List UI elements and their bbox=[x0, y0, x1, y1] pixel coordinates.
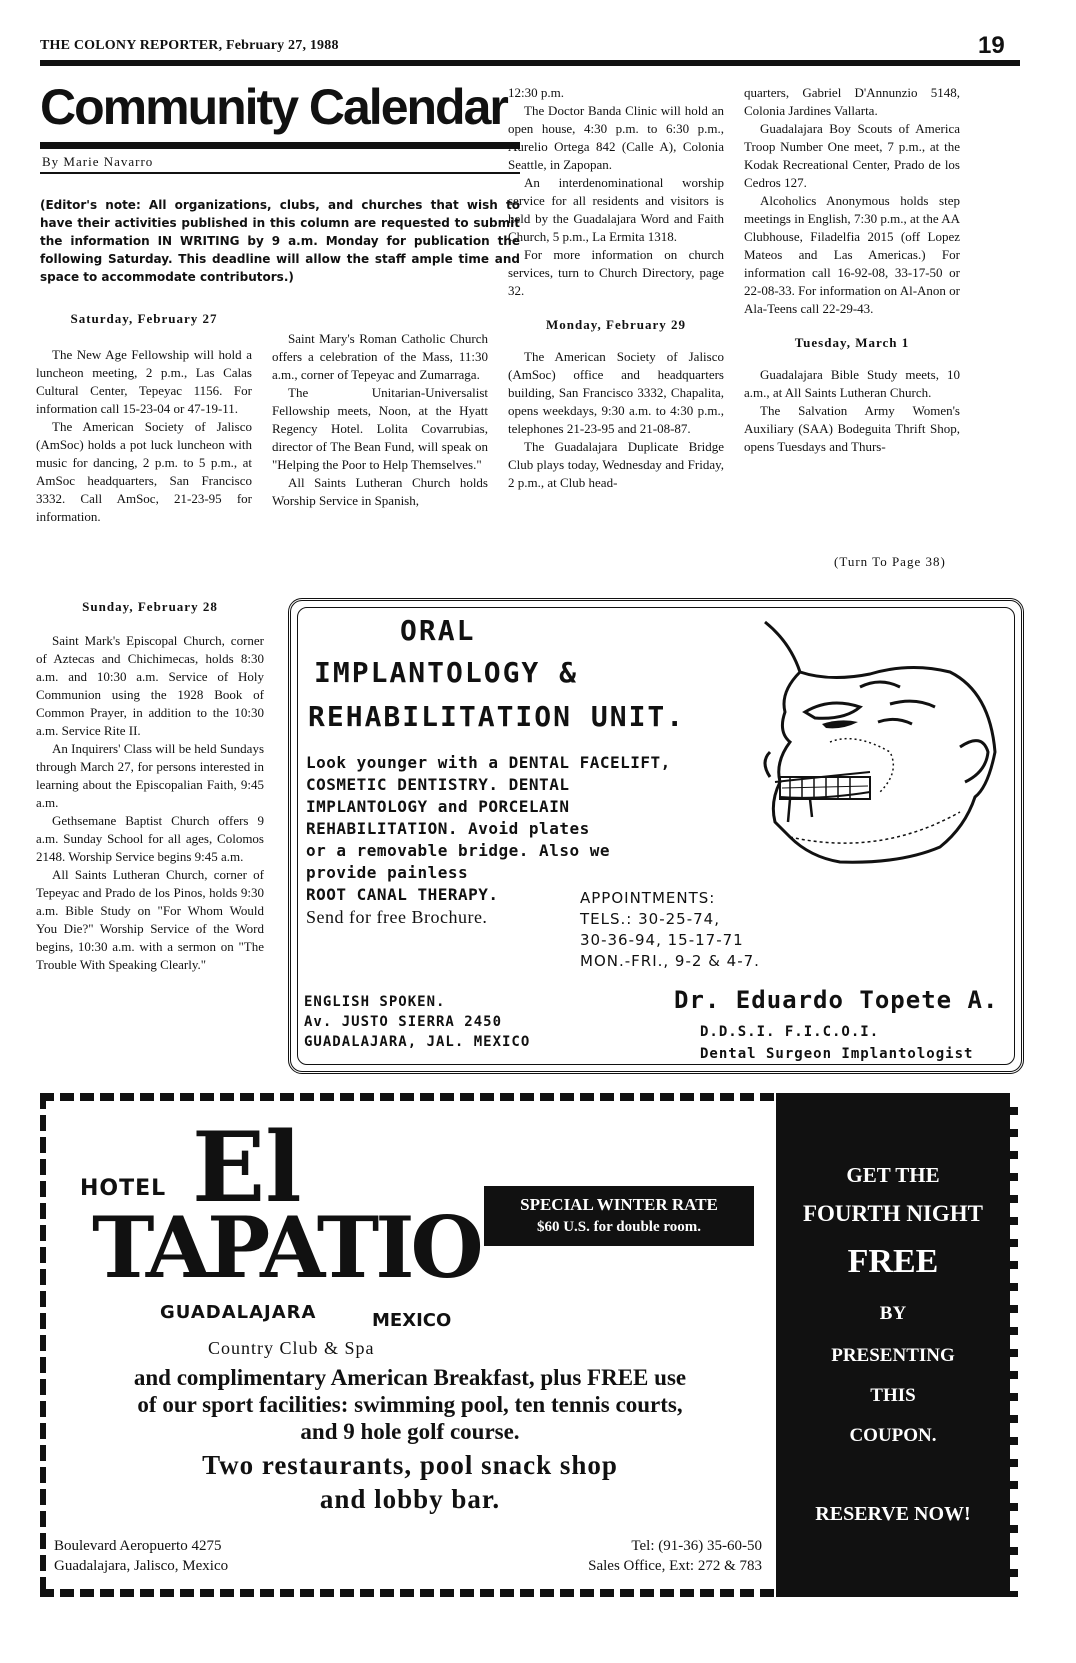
ad-body-line: or a removable bridge. Also we bbox=[306, 841, 610, 860]
address-line: ENGLISH SPOKEN. bbox=[304, 994, 446, 1010]
masthead: THE COLONY REPORTER, February 27, 1988 bbox=[40, 38, 339, 53]
hotel-ad-border-left bbox=[40, 1093, 46, 1597]
column-3 bbox=[508, 84, 724, 492]
event-item: Guadalajara Bible Study meets, 10 a.m., at All Saints Lutheran Church. bbox=[744, 367, 960, 400]
hotel-subtitle: Country Club & Spa bbox=[208, 1338, 375, 1358]
ad-address bbox=[304, 992, 530, 1052]
hotel-phone bbox=[540, 1536, 762, 1576]
coupon-line: THIS bbox=[870, 1385, 916, 1406]
event-item: The American Society of Jalisco (AmSoc) holds a pot luck luncheon with music for dancing, 2 p.m. to 5 p.m., at AmSoc headquarters, San Francisco 3332. Call AmSoc, 21-23-95 for information. bbox=[36, 419, 252, 524]
section-title: Community Calendar bbox=[40, 79, 507, 135]
event-item: Guadalajara Boy Scouts of America Troop Number One meet, 7 p.m., at the Kodak Recreational Center, Prado de los Cedros 127. bbox=[744, 121, 960, 190]
event-item: All Saints Lutheran Church, corner of Tepeyac and Prado de los Pinos, holds 9:30 a.m. Bible Study on "For Whom Would You Die?" Worship Service of the Word begins, 10:30 a.m. with a sermon on "The Trouble With Speaking Clearly." bbox=[36, 867, 264, 972]
coupon-line: FOURTH NIGHT bbox=[802, 1201, 983, 1226]
event-item: Alcoholics Anonymous holds step meetings in English, 7:30 p.m., at the AA Clubhouse, Filadelfia 2015 (off Lopez Mateos and Las Americas.) For information call 16-92-08, 33-17-50 or 22-08-33. For information on Al-Anon or Ala-Teens call 22-29-43. bbox=[744, 193, 960, 316]
hotel-address bbox=[54, 1536, 228, 1576]
header-rule bbox=[40, 60, 1020, 66]
coupon-line: COUPON. bbox=[849, 1425, 937, 1446]
doctor-degrees: D.D.S.I. F.I.C.O.I. bbox=[700, 1024, 880, 1040]
event-item: The American Society of Jalisco (AmSoc) office and headquarters building, San Francisco 3332, Chapalita, opens weekdays, 9:30 a.m. to 4:30 p.m., telephones 21-23-95 and 21-08-87. bbox=[508, 349, 724, 436]
byline: By Marie Navarro bbox=[42, 154, 154, 169]
address-line: GUADALAJARA, JAL. MEXICO bbox=[304, 1034, 531, 1050]
event-item: The Guadalajara Duplicate Bridge Club plays today, Wednesday and Friday, 2 p.m., at Club head- bbox=[508, 439, 724, 490]
page-number: 19 bbox=[978, 32, 1005, 59]
byline-rule bbox=[40, 172, 520, 174]
coupon-line: PRESENTING bbox=[831, 1345, 955, 1366]
restaurants-line: and lobby bar. bbox=[319, 1484, 501, 1514]
winter-rate-title: SPECIAL WINTER RATE bbox=[520, 1195, 718, 1214]
doctor-name: Dr. Eduardo Topete A. bbox=[674, 986, 999, 1014]
ad-headline: REHABILITATION UNIT. bbox=[308, 700, 686, 733]
appointments bbox=[580, 888, 760, 972]
hotel-amenities bbox=[80, 1364, 740, 1445]
coupon-line: FREE bbox=[847, 1243, 939, 1280]
hotel-label: HOTEL bbox=[80, 1176, 167, 1201]
day-heading: Sunday, February 28 bbox=[82, 599, 218, 614]
coupon-edge bbox=[1010, 1093, 1018, 1597]
day-heading: Monday, February 29 bbox=[546, 317, 686, 332]
event-item: 12:30 p.m. bbox=[508, 85, 564, 100]
winter-rate-box bbox=[484, 1186, 754, 1246]
event-item: Saint Mark's Episcopal Church, corner of Aztecas and Chichimecas, holds 8:30 a.m. and 10:30 a.m. Service of Holy Communion using the 1928 Book of Common Prayer, in addition to the 10:30 a.m. Service Rite II. bbox=[36, 633, 264, 738]
event-item: The Unitarian-Universalist Fellowship meets, Noon, at the Hyatt Regency Hotel. Lolita Covarrubias, director of The Bean Fund, will speak on "Helping the Poor to Help Themselves." bbox=[272, 385, 488, 472]
continued-note: (Turn To Page 38) bbox=[834, 554, 946, 569]
appointments-line: MON.-FRI., 9-2 & 4-7. bbox=[580, 952, 760, 970]
hotel-logo-el: El bbox=[192, 1111, 302, 1224]
winter-rate-price: $60 U.S. for double room. bbox=[536, 1219, 702, 1235]
ad-body-line: Send for free Brochure. bbox=[306, 907, 488, 927]
event-item: The Doctor Banda Clinic will hold an open house, 4:30 p.m. to 6:30 p.m., Aurelio Ortega 842 (Calle A), Colonia Seattle, in Zapopan. bbox=[508, 103, 724, 172]
address-line: Boulevard Aeropuerto 4275 bbox=[54, 1538, 222, 1554]
column-2 bbox=[272, 330, 488, 510]
event-item: Saint Mary's Roman Catholic Church offers a celebration of the Mass, 11:30 a.m., corner of Tepeyac and Zumarraga. bbox=[272, 331, 488, 382]
doctor-title: Dental Surgeon Implantologist bbox=[700, 1046, 974, 1062]
hotel-city: GUADALAJARA bbox=[160, 1302, 317, 1323]
event-item: Gethsemane Baptist Church offers 9 a.m. Sunday School for all ages, Colomos 2148. Worship Service begins 9:45 a.m. bbox=[36, 813, 264, 864]
ad-headline: IMPLANTOLOGY & bbox=[314, 656, 579, 689]
event-item: An Inquirers' Class will be held Sundays through March 27, for persons interested in learning about the Episcopalian Faith, 9:45 a.m. bbox=[36, 741, 264, 810]
editors-note: (Editor's note: All organizations, clubs, and churches that wish to have their activities published in this column are requested to submit the information IN WRITING by 9 a.m. Monday for publication the following Saturday. This deadline will allow the staff ample time and space to accommodate contributors.) bbox=[40, 198, 520, 284]
appointments-line: APPOINTMENTS: bbox=[580, 889, 716, 907]
ad-body-line: ROOT CANAL THERAPY. bbox=[306, 885, 499, 904]
amenities-line: and complimentary American Breakfast, plus FREE use bbox=[133, 1365, 687, 1390]
phone-line: Sales Office, Ext: 272 & 783 bbox=[588, 1558, 762, 1574]
ad-body-line: IMPLANTOLOGY and PORCELAIN bbox=[306, 797, 570, 816]
event-item: The New Age Fellowship will hold a luncheon meeting, 2 p.m., Las Calas Cultural Center, Tepeyac 1156. For information call 15-23-04 or 47-19-11. bbox=[36, 347, 252, 416]
coupon-line: RESERVE NOW! bbox=[815, 1503, 971, 1525]
column-sunday bbox=[36, 598, 264, 974]
event-item: An interdenominational worship service for all residents and visitors is held by the Guadalajara Word and Faith Church, 5 p.m., La Ermita 1318. bbox=[508, 175, 724, 244]
event-item: All Saints Lutheran Church holds Worship Service in Spanish, bbox=[272, 475, 488, 508]
event-item: The Salvation Army Women's Auxiliary (SAA) Bodeguita Thrift Shop, opens Tuesdays and Thurs- bbox=[744, 403, 960, 454]
day-heading: Tuesday, March 1 bbox=[794, 335, 910, 350]
amenities-line: and 9 hole golf course. bbox=[300, 1419, 520, 1444]
coupon-line: GET THE bbox=[846, 1163, 940, 1187]
appointments-line: TELS.: 30-25-74, bbox=[580, 910, 720, 928]
event-item: quarters, Gabriel D'Annunzio 5148, Colonia Jardines Vallarta. bbox=[744, 85, 960, 118]
coupon-line: BY bbox=[879, 1303, 907, 1324]
event-item: For more information on church services, turn to Church Directory, page 32. bbox=[508, 247, 724, 298]
column-1 bbox=[36, 310, 252, 526]
ad-body-line: provide painless bbox=[306, 863, 469, 882]
hotel-logo-tapatio: TAPATIO bbox=[92, 1198, 480, 1297]
address-line: Av. JUSTO SIERRA 2450 bbox=[304, 1014, 503, 1030]
appointments-line: 30-36-94, 15-17-71 bbox=[580, 931, 744, 949]
restaurants-line: Two restaurants, pool snack shop bbox=[202, 1450, 618, 1480]
coupon-panel bbox=[776, 1093, 1018, 1597]
ad-body-line: REHABILITATION. Avoid plates bbox=[306, 819, 590, 838]
hotel-restaurants bbox=[80, 1448, 740, 1516]
title-rule bbox=[40, 142, 520, 149]
column-4 bbox=[744, 84, 960, 456]
ad-body-line: COSMETIC DENTISTRY. DENTAL bbox=[306, 775, 570, 794]
ad-headline: ORAL bbox=[400, 614, 476, 647]
hotel-country: MEXICO bbox=[372, 1310, 452, 1331]
amenities-line: of our sport facilities: swimming pool, ten tennis courts, bbox=[137, 1392, 683, 1417]
dental-face-illustration bbox=[760, 612, 1010, 872]
ad-body-line: Look younger with a DENTAL FACELIFT, bbox=[306, 753, 671, 772]
day-heading: Saturday, February 27 bbox=[70, 311, 218, 326]
address-line: Guadalajara, Jalisco, Mexico bbox=[54, 1558, 229, 1574]
phone-line: Tel: (91-36) 35-60-50 bbox=[631, 1538, 762, 1554]
